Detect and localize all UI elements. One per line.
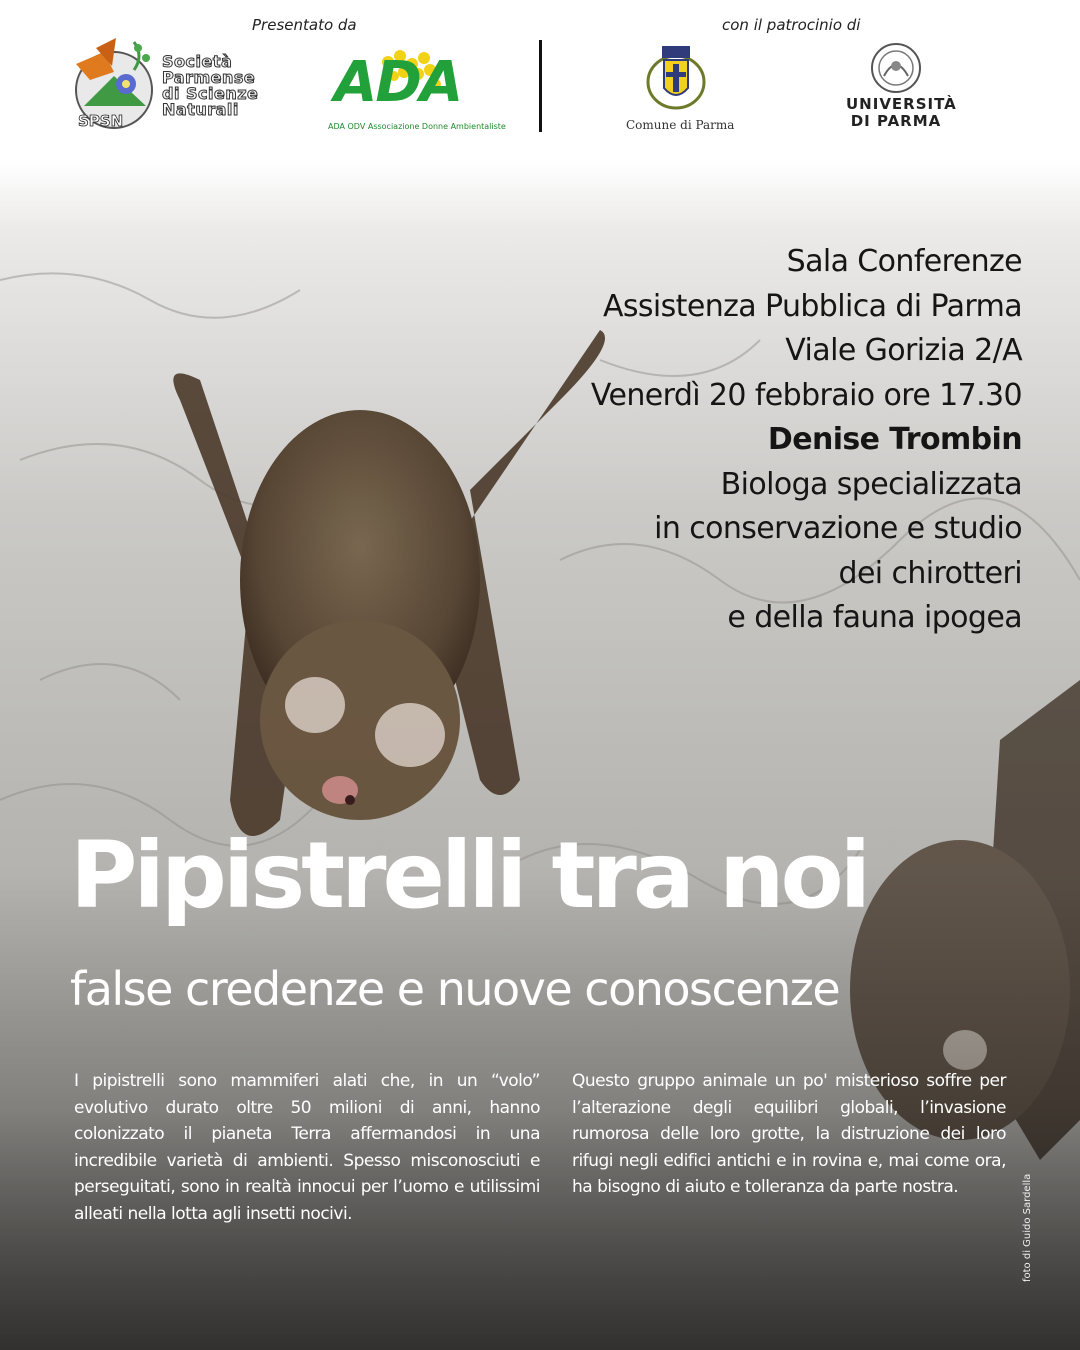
comune-caption: Comune di Parma xyxy=(626,118,735,132)
ada-logo xyxy=(328,44,506,136)
poster-subtitle: false credenze e nuove conoscenze xyxy=(70,962,840,1016)
speaker-role-line: dei chirotteri xyxy=(838,555,1022,591)
header xyxy=(0,0,1080,160)
venue: Sala Conferenze xyxy=(786,244,1022,279)
university-name-line: UNIVERSITÀ xyxy=(846,95,957,113)
event-datetime: Venerdì 20 febbraio ore 17.30 xyxy=(590,377,1022,413)
photo-credit: foto di Guido Sardella xyxy=(1022,1173,1033,1282)
ada-wordmark: ADA xyxy=(334,50,462,115)
poster-title: Pipistrelli tra noi xyxy=(70,822,868,929)
body-paragraph-right: Questo gruppo animale un po' misterioso soffre per l’alterazione degli equilibri globali, l’invasione rumorosa delle loro grotte, la distruzione dei loro rifugi negli edifici antichi e in rovina e, mai come ora, ha bisogno di aiuto e tolleranza da parte nostra. xyxy=(572,1071,1006,1197)
address: Viale Gorizia 2/A xyxy=(785,333,1022,368)
patronage-caption: con il patrocinio di xyxy=(722,16,861,34)
spsn-name-line: Parmense xyxy=(162,68,256,87)
speaker-role-line: Biologa specializzata xyxy=(720,466,1022,502)
speaker-role-line: in conservazione e studio xyxy=(654,511,1022,546)
ada-caption: ADA ODV Associazione Donne Ambientaliste xyxy=(328,122,506,131)
university-name-line: DI PARMA xyxy=(850,112,942,130)
presented-by-caption: Presentato da xyxy=(252,16,357,34)
organization: Assistenza Pubblica di Parma xyxy=(602,288,1022,324)
university-of-parma-logo xyxy=(840,40,957,136)
speaker-role-line: e della fauna ipogea xyxy=(727,600,1022,635)
body-paragraph-left: I pipistrelli sono mammiferi alati che, in un “volo” evolutivo durato oltre 50 milioni di anni, hanno colonizzato il pianeta Terra affermandosi in una incredibile varietà di ambienti. Spesso misconosciuti e perseguitati, sono in realtà innocui per l’uomo e utilissimi alleati nella lotta agli insetti nocivi. xyxy=(74,1071,540,1224)
event-info xyxy=(591,240,1022,641)
university-seal-icon xyxy=(840,40,950,96)
spsn-name-line: Naturali xyxy=(162,100,239,119)
comune-di-parma-logo xyxy=(620,40,735,136)
spsn-logo xyxy=(70,36,270,132)
header-divider xyxy=(539,40,542,132)
spsn-badge: SPSN xyxy=(78,112,124,130)
speaker-name: Denise Trombin xyxy=(767,422,1022,457)
spsn-name-line: di Scienze xyxy=(162,84,259,103)
coat-of-arms-icon xyxy=(620,40,730,116)
spsn-name-line: Società xyxy=(162,52,233,71)
